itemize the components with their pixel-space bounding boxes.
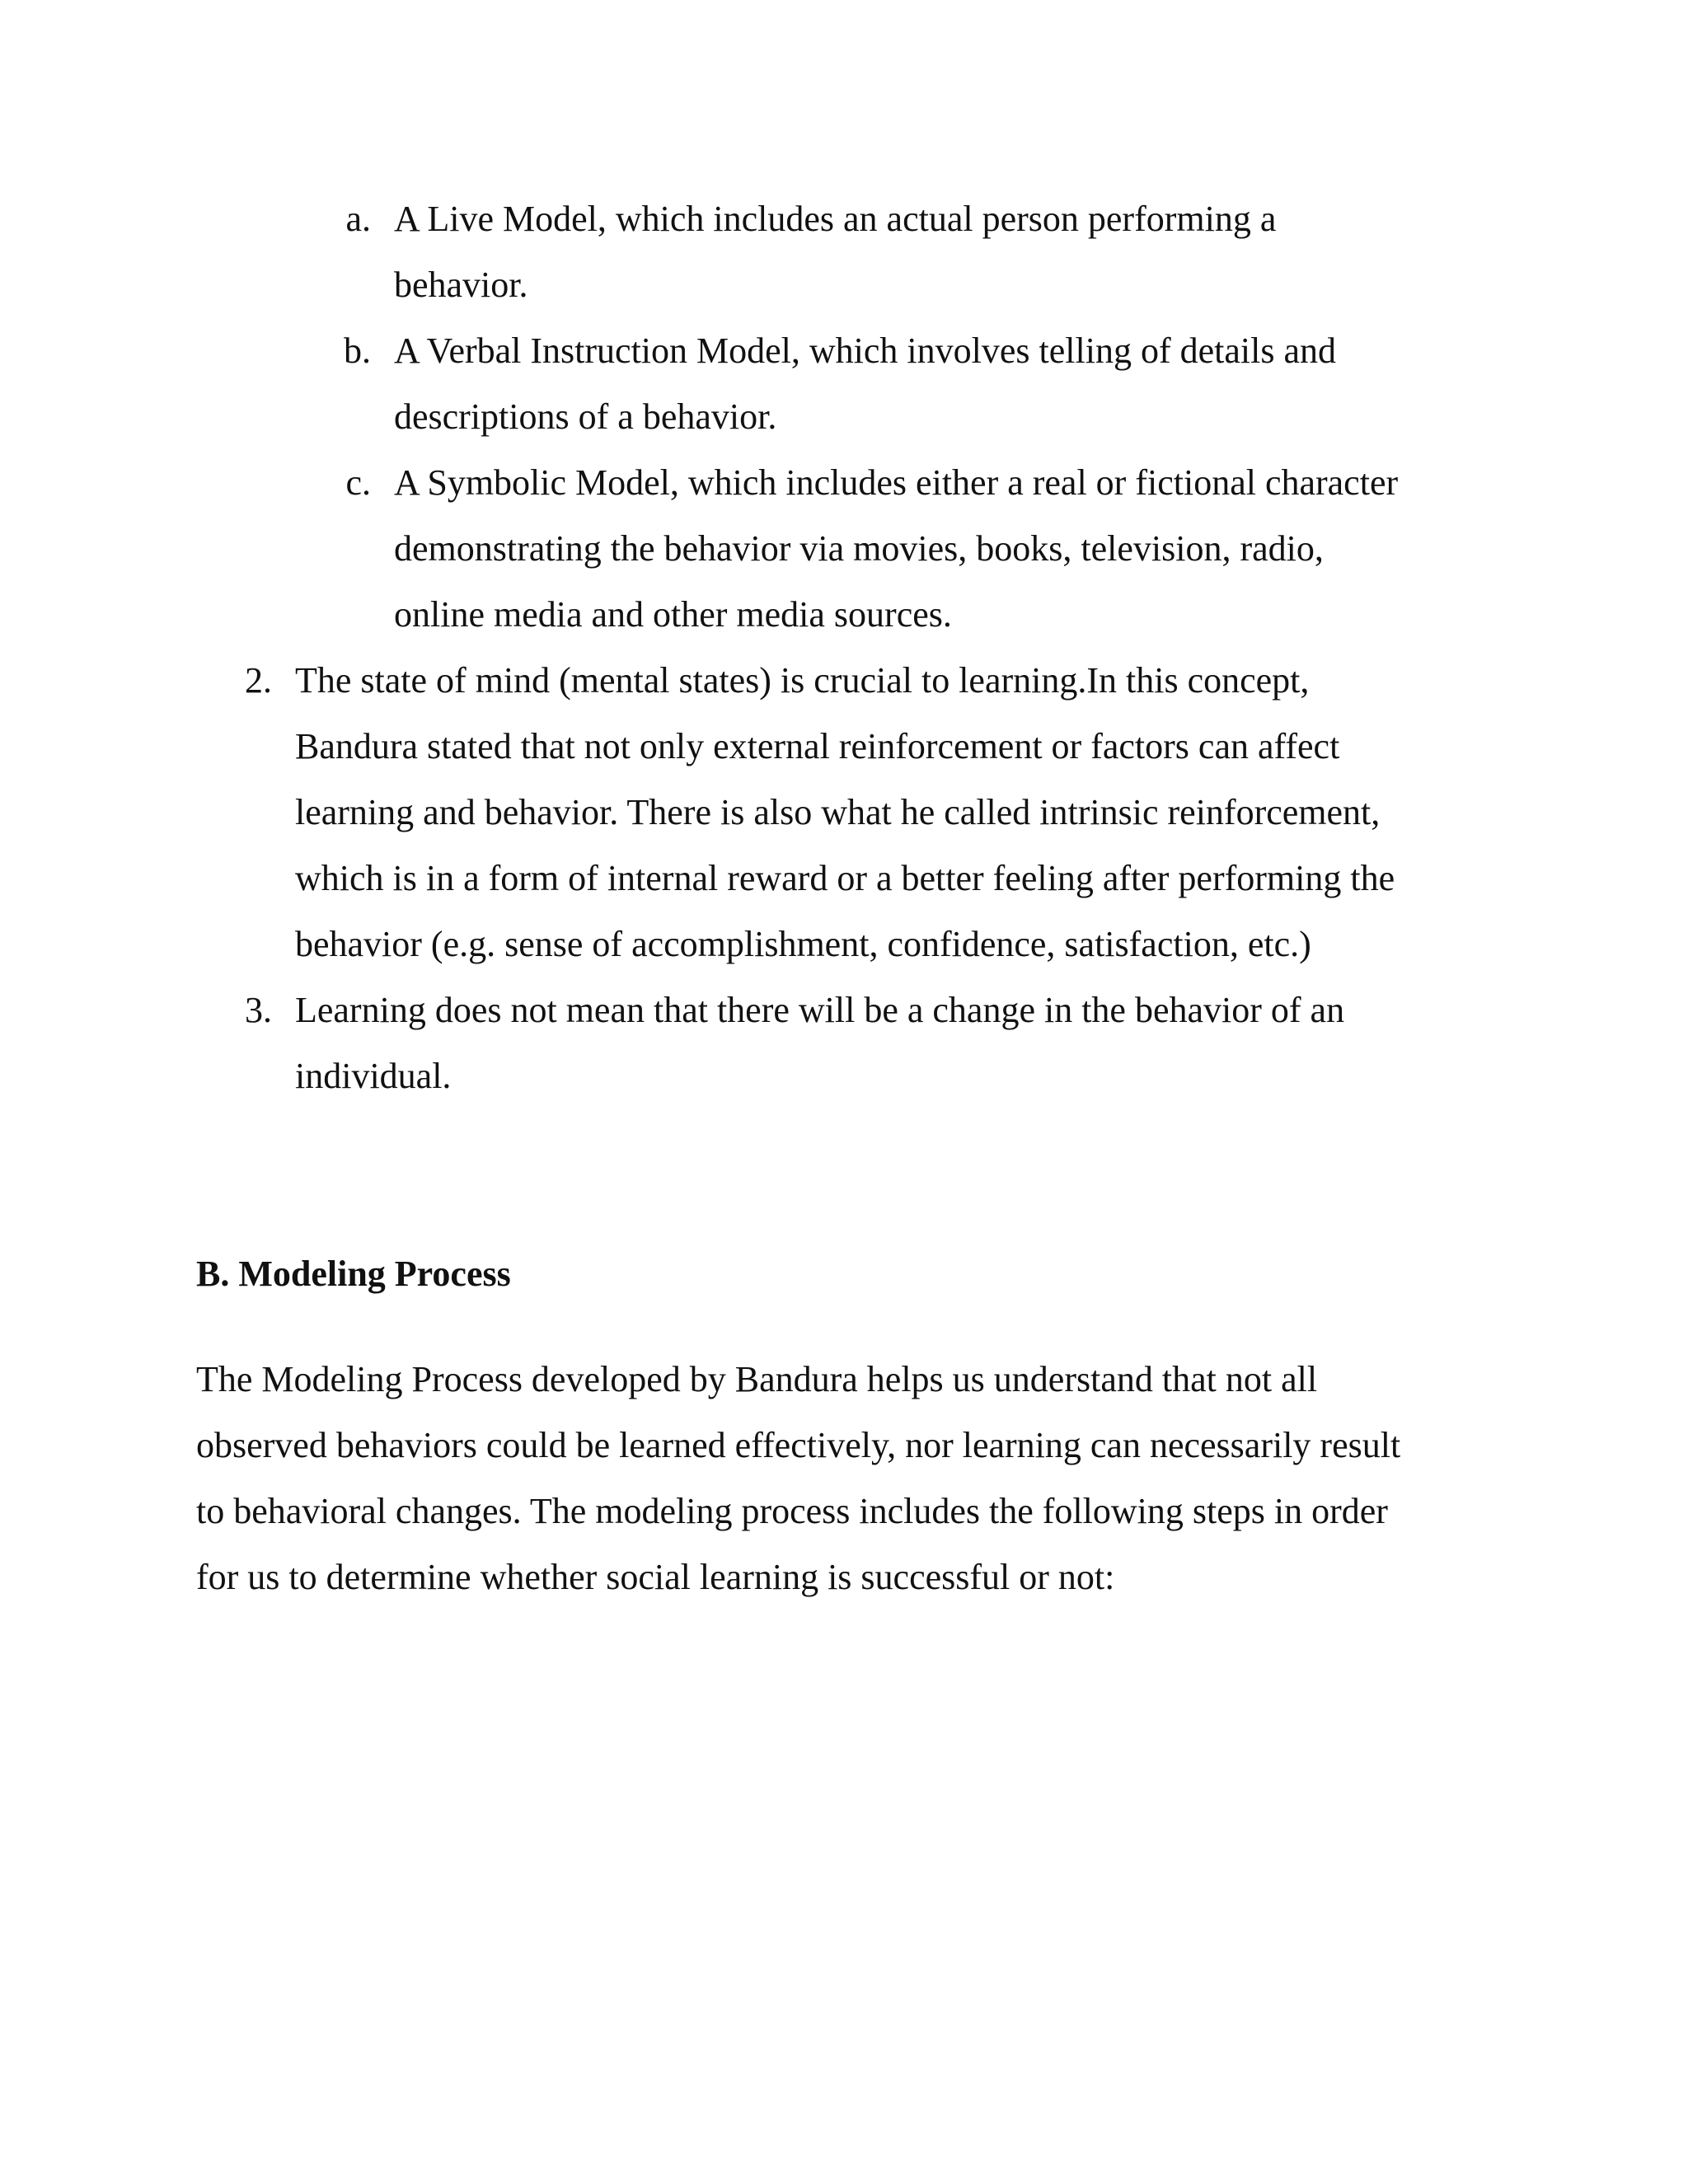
list-marker: a.	[345, 199, 371, 239]
list-item-text: behavior (e.g. sense of accomplishment, confidence, satisfaction, etc.)	[295, 924, 1311, 964]
list-marker: c.	[345, 462, 371, 503]
list-item-text: individual.	[295, 1056, 452, 1096]
list-item-text: A Live Model, which includes an actual person performing a	[394, 199, 1277, 239]
list-item-text: A Verbal Instruction Model, which involves telling of details and	[394, 330, 1336, 371]
list-item-text: A Symbolic Model, which includes either a real or fictional character	[394, 462, 1399, 503]
paragraph-line: observed behaviors could be learned effectively, nor learning can necessarily result	[196, 1425, 1401, 1465]
paragraph-line: to behavioral changes. The modeling process includes the following steps in order	[196, 1491, 1388, 1531]
paragraph-line: The Modeling Process developed by Bandura helps us understand that not all	[196, 1359, 1318, 1399]
list-item-text: online media and other media sources.	[394, 594, 952, 635]
list-item-text: descriptions of a behavior.	[394, 396, 777, 437]
list-item-text: Bandura stated that not only external reinforcement or factors can affect	[295, 726, 1340, 766]
list-item-text: behavior.	[394, 265, 528, 305]
list-marker: 3.	[245, 990, 272, 1030]
list-marker: 2.	[245, 660, 272, 701]
section-heading: B. Modeling Process	[196, 1254, 511, 1294]
list-item-text: which is in a form of internal reward or a better feeling after performing the	[295, 858, 1395, 898]
list-item-text: demonstrating the behavior via movies, books, television, radio,	[394, 528, 1324, 569]
list-item-text: learning and behavior. There is also what he called intrinsic reinforcement,	[295, 792, 1381, 832]
list-item-text: The state of mind (mental states) is crucial to learning.In this concept,	[295, 660, 1310, 701]
paragraph-line: for us to determine whether social learning is successful or not:	[196, 1557, 1115, 1597]
list-marker: b.	[344, 330, 371, 371]
list-item-text: Learning does not mean that there will be a change in the behavior of an	[295, 990, 1345, 1030]
